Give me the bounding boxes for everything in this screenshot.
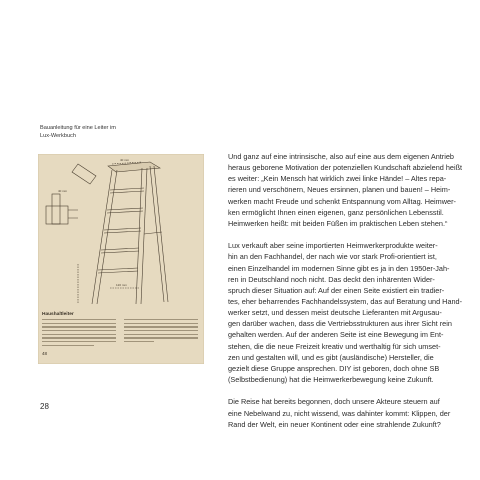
text-line: Rand der Welt, ein neuer Kontinent oder eine strahlende Zukunft? (228, 419, 441, 429)
text-line: werker setzt, und dessen meist deutsche Lieferanten mit Argusau- (228, 308, 442, 318)
page-number: 28 (40, 402, 49, 411)
text-line: heraus geborene Motivation der potenziellen Kundschaft abzielend heißt (228, 163, 463, 173)
text-line: eine Nebelwand zu, nicht wissend, was dahinter kommt: Klippen, der (228, 408, 451, 418)
text-line: einen Einzelhandel im modernen Sinne gibt es ja in den 1950er-Jah- (228, 263, 450, 273)
text-line: hin an den Fachhandel, der nach wie vor stark Profi-orientiert ist, (228, 252, 437, 262)
text-line: ren in Deutschland noch nicht. Das deckt den inhärenten Wider- (228, 274, 435, 284)
text-line: gehalten werden. Auf der anderen Seite ist eine Bewegung im Ent- (228, 330, 444, 340)
text-line: Heimwerken heißt: mit beiden Füßen im praktischen Leben stehen.“ (228, 218, 448, 228)
scan-text-column-left (42, 319, 116, 349)
dimension-label: 120 mm (116, 283, 127, 287)
text-line: spruch dieser Situation auf: Auf der einen Seite existiert ein tradier- (228, 285, 445, 295)
caption-line: Lux-Werkbuch (40, 133, 76, 140)
text-line: Die Reise hat bereits begonnen, doch unsere Akteure steuern auf (228, 397, 440, 407)
dimension-label: 40 mm (120, 158, 130, 162)
caption-line: Bauanleitung für eine Leiter im (40, 125, 116, 131)
figure-caption (40, 124, 180, 141)
text-line: (Selbstbedienung) hat die Heimwerkerbewegung keine Zukunft. (228, 375, 434, 385)
text-line: gen darüber wachen, dass die Vertriebsstrukturen aus ihrer Sicht rein (228, 319, 452, 329)
scan-heading: Haushaltleiter (42, 312, 74, 317)
text-line: zen und gestalten will, und es gibt (ausländische) Hersteller, die (228, 352, 434, 362)
paragraph (228, 396, 468, 429)
ladder-illustration-scan (38, 154, 204, 364)
text-line: werken macht Freude und schenkt Entspannung vom Alltag. Heimwer- (228, 196, 456, 206)
dimension-label: 40 mm (58, 189, 68, 193)
ladder-drawing (38, 154, 204, 312)
text-line: stehen, die die neue Freizeit kreativ und werthaltig für sich umset- (228, 341, 441, 351)
scan-page-number: 48 (42, 351, 48, 356)
paragraph (228, 240, 468, 385)
paragraph (228, 151, 468, 229)
text-line: es weiter: „Kein Mensch hat wirklich zwei linke Hände! – Altes repa- (228, 174, 447, 184)
text-line: gezielt diese Gruppe ansprechen. DIY ist geboren, doch ohne SB (228, 363, 440, 373)
text-line: Lux verkauft aber seine importierten Heimwerkerprodukte weiter- (228, 241, 438, 251)
body-text (228, 151, 468, 430)
text-line: Und ganz auf eine intrinsische, also auf eine aus dem eigenen Antrieb (228, 152, 454, 161)
scan-text-column-right (124, 319, 198, 345)
text-line: rieren und verschönern, Neues ersinnen, planen und bauen! – Heim- (228, 185, 451, 195)
text-line: ken ermöglicht Ihnen einen eigenen, ganz persönlichen Lebensstil. (228, 207, 444, 217)
text-line: tes, eher beharrendes Fachhandelssystem, das auf Beratung und Hand- (228, 297, 463, 307)
